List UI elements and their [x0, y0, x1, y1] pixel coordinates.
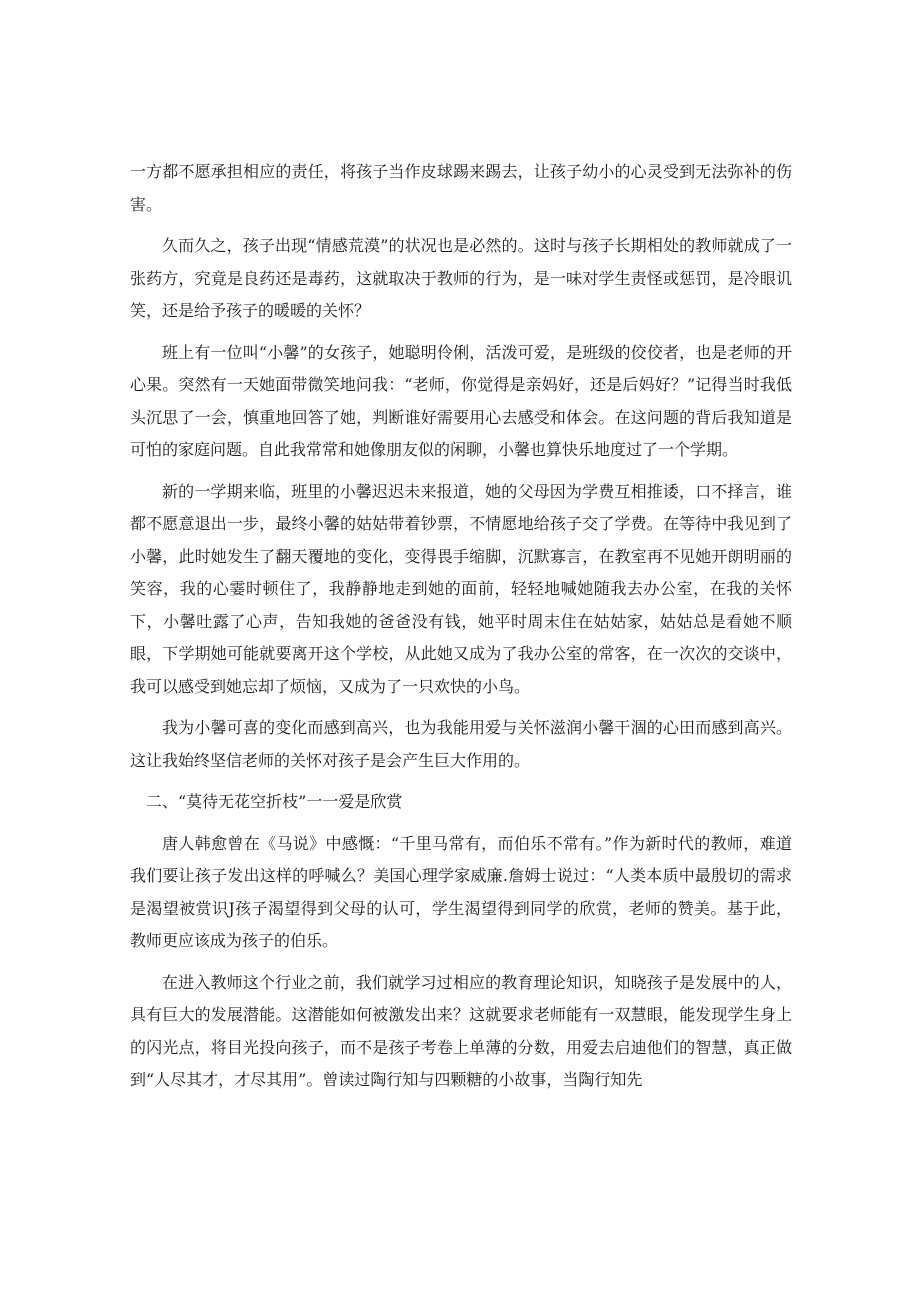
section-heading: 二、“莫待无花空折枝”一一爱是欣赏	[146, 792, 403, 811]
document-body	[130, 156, 792, 1106]
paragraph: 班上有一位叫“小馨”的女孩子，她聪明伶俐，活泼可爱，是班级的佼佼者，也是老师的开心果。突然有一天她面带微笑地问我：“老师，你觉得是亲妈好，还是后妈好？”记得当时我低头沉思了一会，慎重地回答了她，判断谁好需要用心去感受和体会。在这问题的背后我知道是可怕的家庭问题。自此我常常和她像朋友似的闲聊，小馨也算快乐地度过了一个学期。	[130, 342, 792, 459]
paragraph: 在进入教师这个行业之前，我们就学习过相应的教育理论知识，知晓孩子是发展中的人，具有巨大的发展潜能。这潜能如何被激发出来？这就要求老师能有一双慧眼，能发现学生身上的闪光点，将目光投向孩子，而不是孩子考卷上单薄的分数，用爱去启迪他们的智慧，真正做到“人尽其才，才尽其用”。曾读过陶行知与四颗糖的小故事，当陶行知先	[130, 972, 792, 1089]
paragraph: 我为小馨可喜的变化而感到高兴，也为我能用爱与关怀滋润小馨干涸的心田而感到高兴。这让我始终坚信老师的关怀对孩子是会产生巨大作用的。	[130, 718, 792, 770]
paragraph: 新的一学期来临，班里的小馨迟迟未来报道，她的父母因为学费互相推诿，口不择言，谁都不愿意退出一步，最终小馨的姑姑带着钞票，不情愿地给孩子交了学费。在等待中我见到了小馨，此时她发生了翻天覆地的变化，变得畏手缩脚，沉默寡言，在教室再不见她开朗明丽的笑容，我的心霎时顿住了，我静静地走到她的面前，轻轻地喊她随我去办公室，在我的关怀下，小馨吐露了心声，告知我她的爸爸没有钱，她平时周末住在姑姑家，姑姑总是看她不顺眼，下学期她可能就要离开这个学校，从此她又成为了我办公室的常客，在一次次的交谈中，我可以感受到她忘却了烦恼，又成为了一只欢快的小鸟。	[130, 481, 792, 696]
paragraph: 一方都不愿承担相应的责任，将孩子当作皮球踢来踢去，让孩子幼小的心灵受到无法弥补的伤害。	[130, 162, 792, 214]
paragraph: 唐人韩愈曾在《马说》中感慨：“千里马常有，而伯乐不常有。”作为新时代的教师，难道我们要让孩子发出这样的呼喊么？美国心理学家威廉.詹姆士说过：“人类本质中最殷切的需求是渴望被赏识J孩子渴望得到父母的认可，学生渴望得到同学的欣赏，老师的赞美。基于此，教师更应该成为孩子的伯乐。	[130, 833, 792, 950]
paragraph: 久而久之，孩子出现“情感荒漠”的状况也是必然的。这时与孩子长期相处的教师就成了一张药方，究竟是良药还是毒药，这就取决于教师的行为，是一味对学生责怪或惩罚，是冷眼讥笑，还是给予孩子的暖暖的关怀？	[130, 236, 792, 320]
